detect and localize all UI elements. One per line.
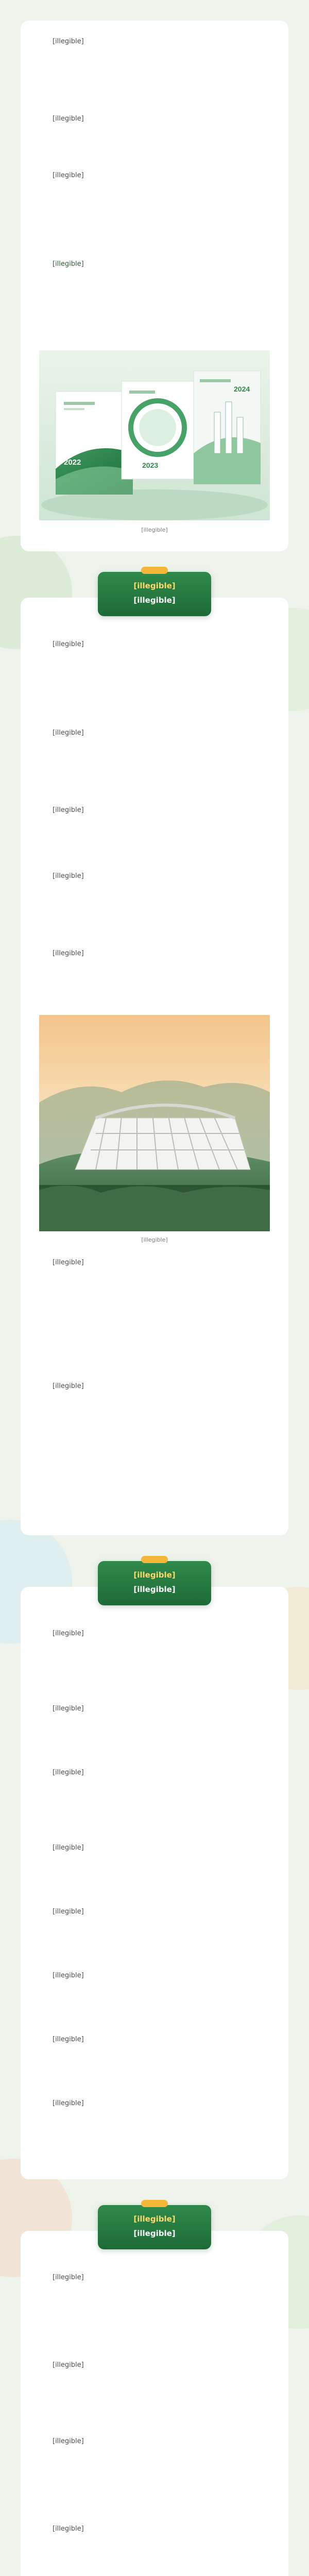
section-1-paragraph: [illegible] bbox=[53, 38, 84, 45]
section-2-badge-line-2: [illegible] bbox=[133, 596, 176, 605]
section-1-paragraph: [illegible] bbox=[53, 172, 84, 179]
section-2-paragraph: [illegible] bbox=[53, 640, 84, 648]
svg-text:2024: 2024 bbox=[234, 385, 250, 393]
section-3-paragraph: [illegible] bbox=[53, 2099, 84, 2107]
gymnasium-illustration bbox=[39, 1015, 270, 1231]
section-2-paragraph: [illegible] bbox=[53, 806, 84, 814]
report-booklet-right bbox=[194, 371, 261, 484]
report-cover-illustration bbox=[39, 350, 270, 520]
section-3-badge-line-1: [illegible] bbox=[133, 1570, 176, 1580]
section-4-paragraph: [illegible] bbox=[53, 2525, 84, 2533]
badge-tab bbox=[141, 2200, 168, 2207]
section-2-paragraph-after-photo: [illegible] bbox=[53, 1382, 84, 1390]
section-2-badge bbox=[98, 572, 211, 616]
section-4-paragraph: [illegible] bbox=[53, 2437, 84, 2445]
section-3-paragraph: [illegible] bbox=[53, 1630, 84, 1637]
section-2-gymnasium-photo bbox=[39, 1015, 270, 1231]
section-3-paragraph: [illegible] bbox=[53, 1769, 84, 1776]
section-2-photo-caption: [illegible] bbox=[141, 1236, 168, 1243]
badge-tab bbox=[141, 1556, 168, 1563]
badge-tab bbox=[141, 567, 168, 574]
section-4-badge-line-2: [illegible] bbox=[133, 2229, 176, 2238]
section-4-badge-line-1: [illegible] bbox=[133, 2214, 176, 2224]
section-2-card bbox=[21, 598, 288, 1535]
section-3-paragraph: [illegible] bbox=[53, 2036, 84, 2043]
section-3-badge-line-2: [illegible] bbox=[133, 1585, 176, 1594]
svg-text:2023: 2023 bbox=[142, 461, 159, 469]
section-2-paragraph: [illegible] bbox=[53, 872, 84, 880]
section-2-paragraph: [illegible] bbox=[53, 729, 84, 737]
section-1-report-cover-photo bbox=[39, 350, 270, 520]
section-1-highlight-paragraph: [illegible] bbox=[53, 260, 84, 268]
section-4-paragraph: [illegible] bbox=[53, 2361, 84, 2369]
section-3-card bbox=[21, 1587, 288, 2179]
section-3-paragraph: [illegible] bbox=[53, 1844, 84, 1852]
section-1-card bbox=[21, 21, 288, 551]
section-3-badge bbox=[98, 1561, 211, 1605]
section-2-badge-line-1: [illegible] bbox=[133, 581, 176, 590]
section-2-paragraph-after-photo: [illegible] bbox=[53, 1259, 84, 1266]
section-1-photo-caption: [illegible] bbox=[141, 527, 168, 533]
section-4-badge bbox=[98, 2205, 211, 2249]
section-3-paragraph: [illegible] bbox=[53, 1705, 84, 1713]
section-3-paragraph: [illegible] bbox=[53, 1972, 84, 1979]
svg-text:2022: 2022 bbox=[64, 458, 81, 467]
section-1-paragraph: [illegible] bbox=[53, 115, 84, 123]
section-4-card bbox=[21, 2231, 288, 2576]
section-2-paragraph: [illegible] bbox=[53, 950, 84, 957]
report-booklet-middle bbox=[122, 381, 194, 479]
section-4-paragraph: [illegible] bbox=[53, 2274, 84, 2281]
section-3-paragraph: [illegible] bbox=[53, 1908, 84, 1916]
